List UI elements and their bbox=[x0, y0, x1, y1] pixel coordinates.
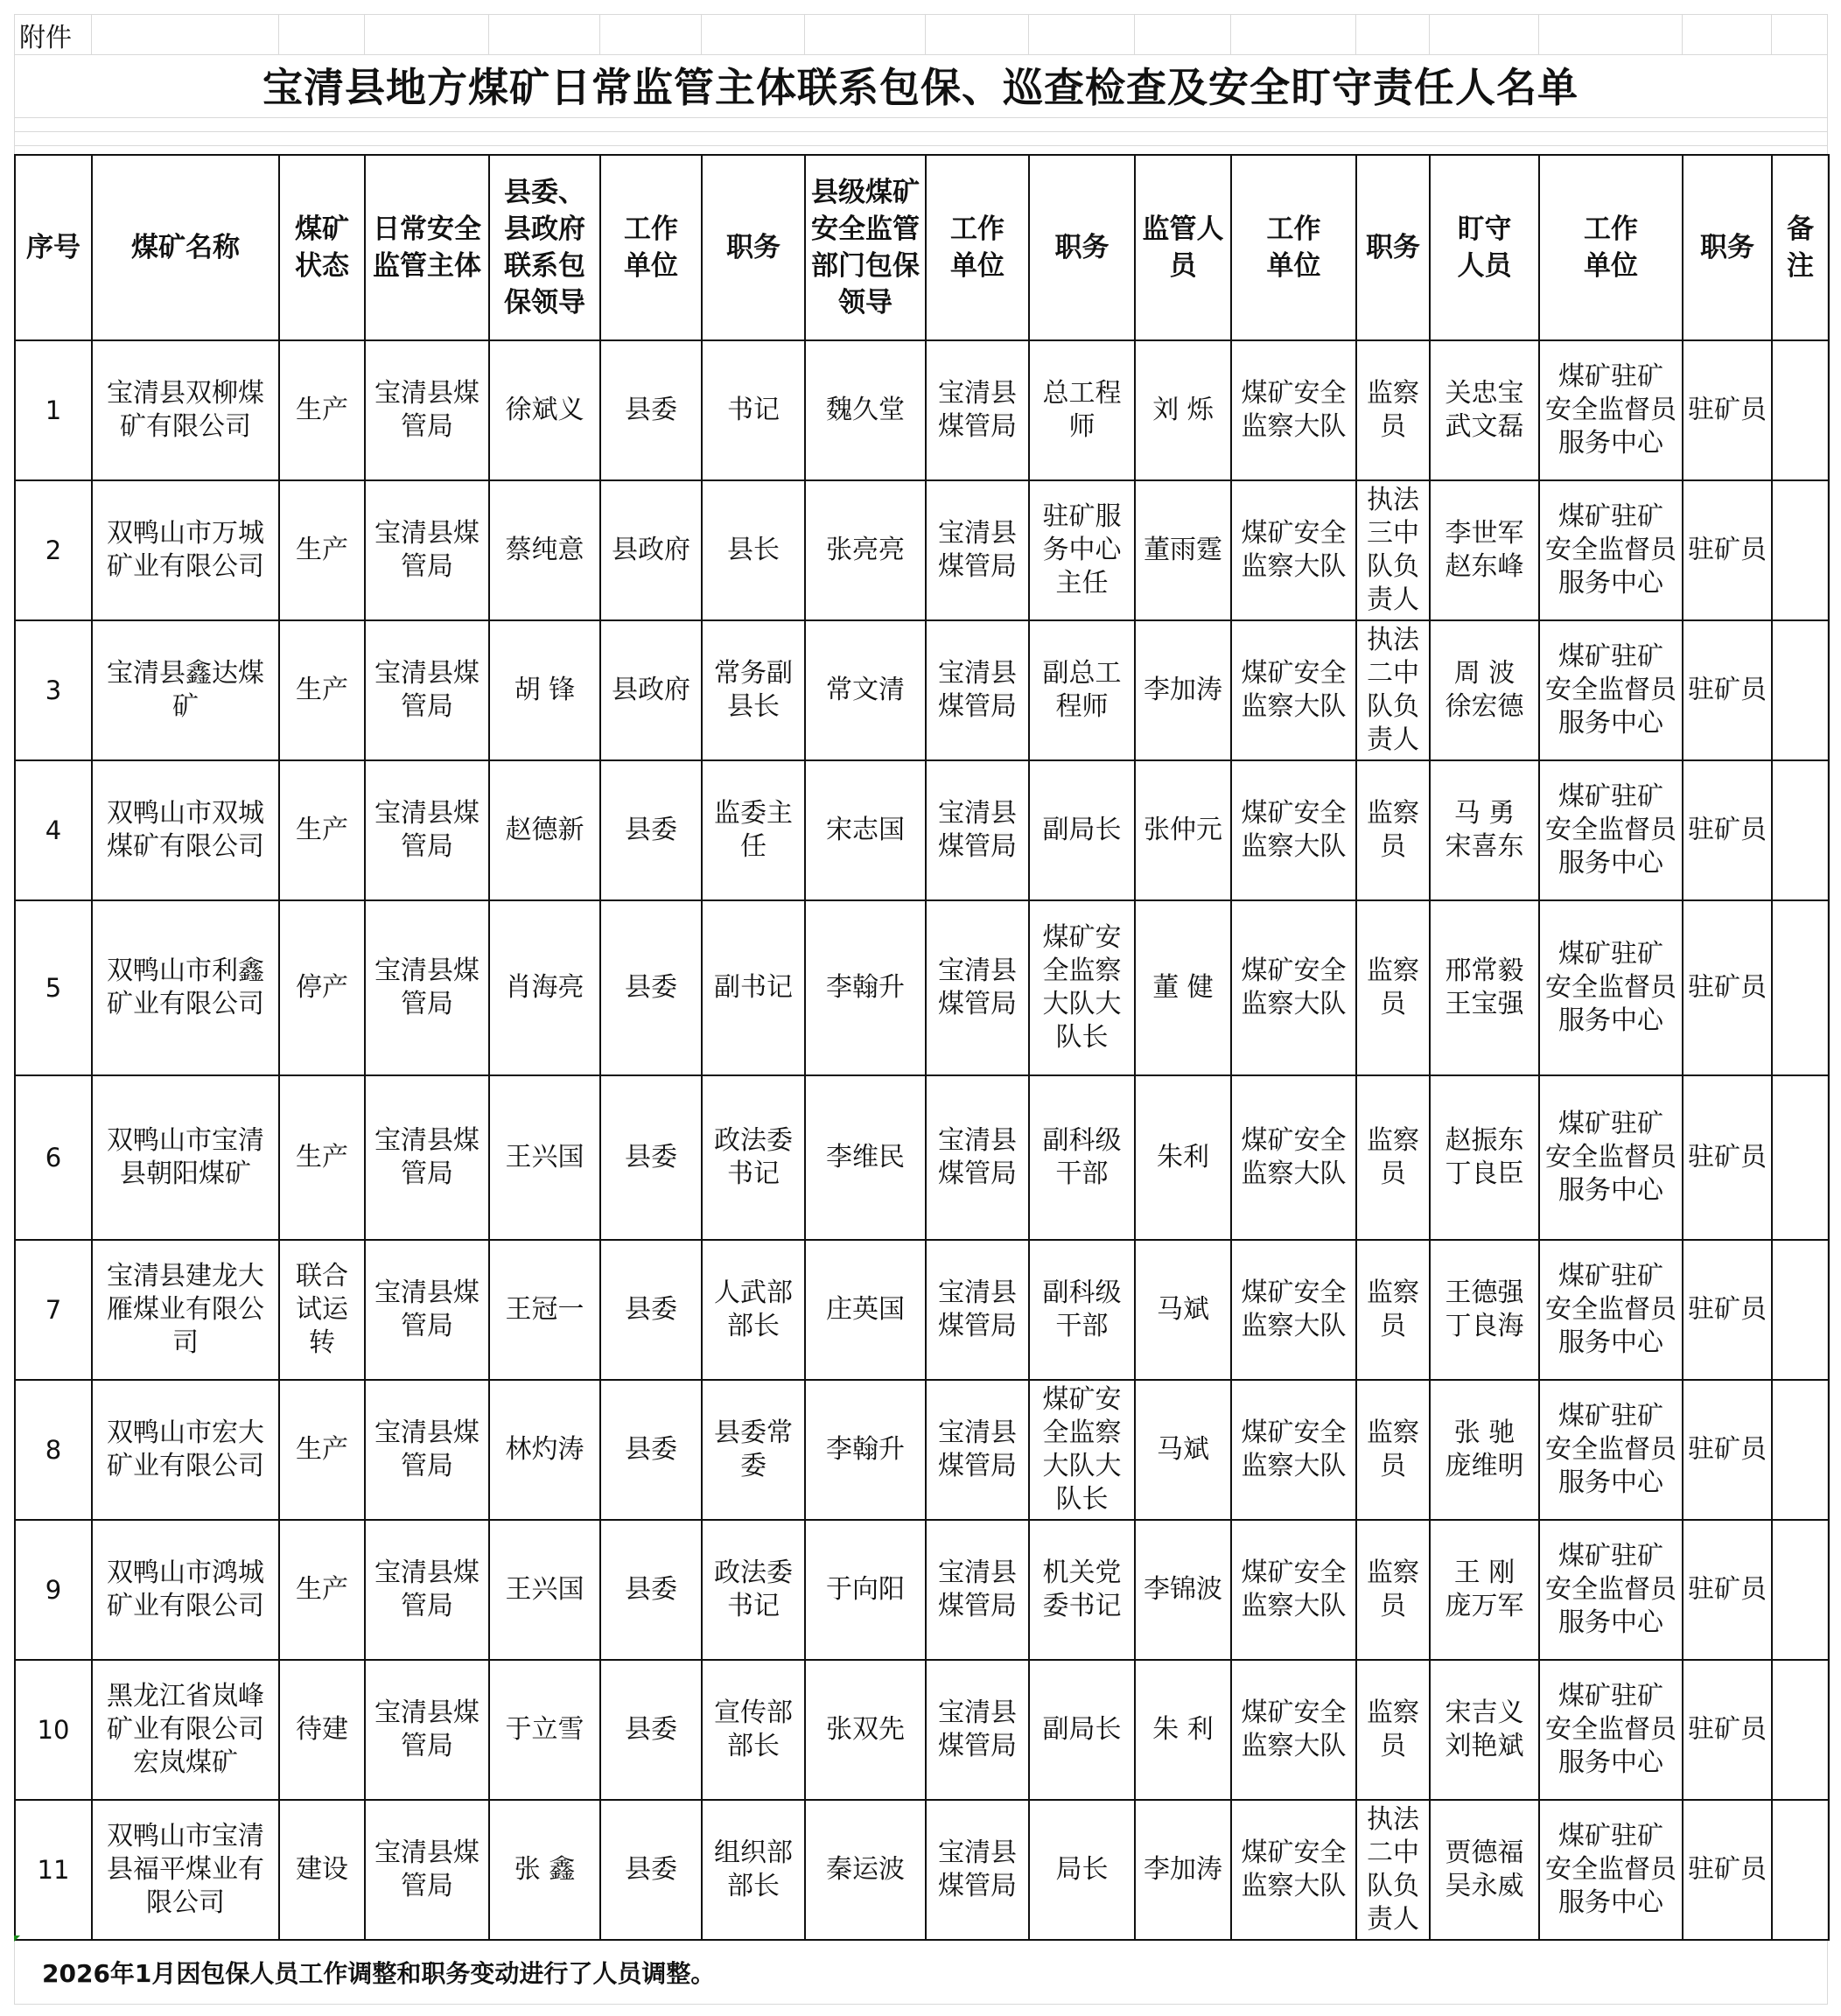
cell-inspector: 朱 利 bbox=[1135, 1660, 1231, 1800]
header-col-guard: 盯守 人员 bbox=[1430, 155, 1539, 340]
cell-inspector: 李锦波 bbox=[1135, 1520, 1231, 1660]
cell-inspector: 董 健 bbox=[1135, 900, 1231, 1075]
cell-dept-leader: 张双先 bbox=[805, 1660, 926, 1800]
cell-dept-title: 总工程 师 bbox=[1029, 340, 1135, 480]
cell-county-leader: 蔡纯意 bbox=[489, 480, 600, 620]
cell-leader-unit: 县委 bbox=[600, 1800, 702, 1940]
cell-index: 8 bbox=[15, 1380, 92, 1520]
cell-dept-leader: 于向阳 bbox=[805, 1520, 926, 1660]
footnote: 2026年1月因包保人员工作调整和职务变动进行了人员调整。 bbox=[42, 1959, 716, 1988]
cell-guard-unit: 煤矿驻矿 安全监督员 服务中心 bbox=[1539, 1520, 1683, 1660]
cell-inspector: 朱利 bbox=[1135, 1075, 1231, 1240]
cell-inspector-unit: 煤矿安全 监察大队 bbox=[1231, 620, 1356, 760]
cell-inspector: 张仲元 bbox=[1135, 760, 1231, 900]
cell-dept-unit: 宝清县 煤管局 bbox=[926, 1380, 1029, 1520]
cell-dept-leader: 常文清 bbox=[805, 620, 926, 760]
cell-county-leader: 张 鑫 bbox=[489, 1800, 600, 1940]
cell-supervisor: 宝清县煤 管局 bbox=[365, 340, 489, 480]
cell-mine-status: 生产 bbox=[279, 340, 365, 480]
header-col-inspector-title: 职务 bbox=[1356, 155, 1430, 340]
cell-inspector-title: 监察 员 bbox=[1356, 900, 1430, 1075]
cell-leader-unit: 县委 bbox=[600, 1240, 702, 1380]
sheet-gridline bbox=[1355, 14, 1356, 54]
cell-guard: 关忠宝 武文磊 bbox=[1430, 340, 1539, 480]
cell-guard-unit: 煤矿驻矿 安全监督员 服务中心 bbox=[1539, 1800, 1683, 1940]
cell-county-leader: 王兴国 bbox=[489, 1075, 600, 1240]
cell-dept-title: 副总工 程师 bbox=[1029, 620, 1135, 760]
cell-guard-unit: 煤矿驻矿 安全监督员 服务中心 bbox=[1539, 1380, 1683, 1520]
cell-dept-unit: 宝清县 煤管局 bbox=[926, 1660, 1029, 1800]
cell-dept-title: 副科级 干部 bbox=[1029, 1240, 1135, 1380]
cell-supervisor: 宝清县煤 管局 bbox=[365, 1800, 489, 1940]
cell-supervisor: 宝清县煤 管局 bbox=[365, 620, 489, 760]
cell-guard-unit: 煤矿驻矿 安全监督员 服务中心 bbox=[1539, 340, 1683, 480]
cell-guard: 邢常毅 王宝强 bbox=[1430, 900, 1539, 1075]
cell-inspector-unit: 煤矿安全 监察大队 bbox=[1231, 1380, 1356, 1520]
cell-inspector-unit: 煤矿安全 监察大队 bbox=[1231, 1520, 1356, 1660]
cell-leader-unit: 县委 bbox=[600, 1660, 702, 1800]
cell-dept-unit: 宝清县 煤管局 bbox=[926, 760, 1029, 900]
cell-supervisor: 宝清县煤 管局 bbox=[365, 1380, 489, 1520]
cell-dept-title: 副局长 bbox=[1029, 760, 1135, 900]
cell-mine-name: 双鸭山市宏大 矿业有限公司 bbox=[92, 1380, 279, 1520]
sheet-gridline bbox=[1771, 14, 1772, 54]
cell-county-leader: 林灼涛 bbox=[489, 1380, 600, 1520]
cell-remarks bbox=[1772, 1800, 1829, 1940]
cell-inspector-unit: 煤矿安全 监察大队 bbox=[1231, 1240, 1356, 1380]
attachment-label: 附件 bbox=[19, 23, 72, 53]
cell-guard-title: 驻矿员 bbox=[1683, 1800, 1772, 1940]
cell-leader-title: 县委常 委 bbox=[702, 1380, 805, 1520]
cell-mine-status: 生产 bbox=[279, 1520, 365, 1660]
table-row bbox=[15, 1380, 1829, 1520]
cell-dept-unit: 宝清县 煤管局 bbox=[926, 900, 1029, 1075]
cell-inspector-unit: 煤矿安全 监察大队 bbox=[1231, 1800, 1356, 1940]
cell-mine-name: 双鸭山市双城 煤矿有限公司 bbox=[92, 760, 279, 900]
cell-remarks bbox=[1772, 1380, 1829, 1520]
cell-mine-name: 双鸭山市利鑫 矿业有限公司 bbox=[92, 900, 279, 1075]
sheet-gridline bbox=[14, 131, 1827, 132]
cell-index: 2 bbox=[15, 480, 92, 620]
sheet-gridline bbox=[701, 14, 702, 54]
cell-mine-name: 双鸭山市宝清 县福平煤业有 限公司 bbox=[92, 1800, 279, 1940]
cell-dept-leader: 秦运波 bbox=[805, 1800, 926, 1940]
cell-dept-title: 煤矿安 全监察 大队大 队长 bbox=[1029, 1380, 1135, 1520]
sheet-gridline bbox=[1028, 14, 1029, 54]
cell-supervisor: 宝清县煤 管局 bbox=[365, 760, 489, 900]
cell-leader-title: 政法委 书记 bbox=[702, 1520, 805, 1660]
cell-guard-unit: 煤矿驻矿 安全监督员 服务中心 bbox=[1539, 620, 1683, 760]
header-col-guard-unit: 工作 单位 bbox=[1539, 155, 1683, 340]
cell-leader-title: 人武部 部长 bbox=[702, 1240, 805, 1380]
cell-guard-unit: 煤矿驻矿 安全监督员 服务中心 bbox=[1539, 1660, 1683, 1800]
cell-dept-leader: 李翰升 bbox=[805, 1380, 926, 1520]
header-col-supervisor: 日常安全 监管主体 bbox=[365, 155, 489, 340]
cell-leader-title: 监委主 任 bbox=[702, 760, 805, 900]
header-col-mine-status: 煤矿 状态 bbox=[279, 155, 365, 340]
cell-dept-unit: 宝清县 煤管局 bbox=[926, 620, 1029, 760]
cell-dept-unit: 宝清县 煤管局 bbox=[926, 480, 1029, 620]
cell-mine-name: 宝清县双柳煤 矿有限公司 bbox=[92, 340, 279, 480]
cell-county-leader: 肖海亮 bbox=[489, 900, 600, 1075]
cell-mine-status: 联合 试运 转 bbox=[279, 1240, 365, 1380]
cell-supervisor: 宝清县煤 管局 bbox=[365, 1660, 489, 1800]
cell-leader-unit: 县委 bbox=[600, 760, 702, 900]
header-col-index: 序号 bbox=[15, 155, 92, 340]
cell-dept-title: 驻矿服 务中心 主任 bbox=[1029, 480, 1135, 620]
table-row bbox=[15, 1800, 1829, 1940]
sheet-gridline bbox=[599, 14, 600, 54]
cell-index: 5 bbox=[15, 900, 92, 1075]
sheet-gridline bbox=[1429, 14, 1430, 54]
cell-index: 7 bbox=[15, 1240, 92, 1380]
cell-guard: 马 勇 宋喜东 bbox=[1430, 760, 1539, 900]
cell-index: 4 bbox=[15, 760, 92, 900]
cell-inspector-title: 监察 员 bbox=[1356, 1075, 1430, 1240]
table-row bbox=[15, 1520, 1829, 1660]
cell-mine-status: 生产 bbox=[279, 1380, 365, 1520]
cell-guard-title: 驻矿员 bbox=[1683, 1660, 1772, 1800]
cell-supervisor: 宝清县煤 管局 bbox=[365, 900, 489, 1075]
cell-county-leader: 于立雪 bbox=[489, 1660, 600, 1800]
cell-guard-title: 驻矿员 bbox=[1683, 340, 1772, 480]
header-col-dept-unit: 工作 单位 bbox=[926, 155, 1029, 340]
cell-remarks bbox=[1772, 1240, 1829, 1380]
responsibility-table bbox=[14, 154, 1830, 1941]
cell-county-leader: 赵德新 bbox=[489, 760, 600, 900]
cell-dept-title: 煤矿安 全监察 大队大 队长 bbox=[1029, 900, 1135, 1075]
cell-mine-name: 双鸭山市鸿城 矿业有限公司 bbox=[92, 1520, 279, 1660]
cell-county-leader: 徐斌义 bbox=[489, 340, 600, 480]
cell-inspector-title: 执法 二中 队负 责人 bbox=[1356, 1800, 1430, 1940]
cell-guard: 赵振东 丁良臣 bbox=[1430, 1075, 1539, 1240]
cell-guard-unit: 煤矿驻矿 安全监督员 服务中心 bbox=[1539, 1075, 1683, 1240]
cell-mine-status: 生产 bbox=[279, 760, 365, 900]
cell-inspector-unit: 煤矿安全 监察大队 bbox=[1231, 1075, 1356, 1240]
cell-dept-title: 局长 bbox=[1029, 1800, 1135, 1940]
cell-supervisor: 宝清县煤 管局 bbox=[365, 480, 489, 620]
cell-county-leader: 王兴国 bbox=[489, 1520, 600, 1660]
cell-guard: 周 波 徐宏德 bbox=[1430, 620, 1539, 760]
sheet-gridline bbox=[14, 145, 1827, 146]
cell-guard-unit: 煤矿驻矿 安全监督员 服务中心 bbox=[1539, 900, 1683, 1075]
cell-dept-unit: 宝清县 煤管局 bbox=[926, 1520, 1029, 1660]
sheet-gridline bbox=[1134, 14, 1135, 54]
table-row bbox=[15, 1075, 1829, 1240]
cell-inspector-title: 监察 员 bbox=[1356, 1520, 1430, 1660]
cell-inspector: 马斌 bbox=[1135, 1240, 1231, 1380]
cell-guard-unit: 煤矿驻矿 安全监督员 服务中心 bbox=[1539, 760, 1683, 900]
cell-mine-status: 停产 bbox=[279, 900, 365, 1075]
cell-leader-unit: 县委 bbox=[600, 340, 702, 480]
header-col-remarks: 备 注 bbox=[1772, 155, 1829, 340]
cell-guard-title: 驻矿员 bbox=[1683, 760, 1772, 900]
cell-leader-title: 书记 bbox=[702, 340, 805, 480]
sheet-gridline bbox=[14, 2004, 1827, 2005]
cell-index: 11 bbox=[15, 1800, 92, 1940]
header-col-county-leader: 县委、 县政府 联系包 保领导 bbox=[489, 155, 600, 340]
sheet-gridline bbox=[14, 14, 1827, 15]
cell-dept-leader: 魏久堂 bbox=[805, 340, 926, 480]
sheet-gridline bbox=[1682, 14, 1683, 54]
cell-guard: 贾德福 吴永威 bbox=[1430, 1800, 1539, 1940]
cell-index: 9 bbox=[15, 1520, 92, 1660]
cell-leader-unit: 县委 bbox=[600, 1520, 702, 1660]
cell-index: 10 bbox=[15, 1660, 92, 1800]
cell-inspector-title: 监察 员 bbox=[1356, 340, 1430, 480]
header-col-dept-title: 职务 bbox=[1029, 155, 1135, 340]
cell-dept-leader: 李维民 bbox=[805, 1075, 926, 1240]
table-header-row bbox=[15, 155, 1829, 340]
cell-remarks bbox=[1772, 480, 1829, 620]
cell-inspector-title: 监察 员 bbox=[1356, 1380, 1430, 1520]
table-row bbox=[15, 1660, 1829, 1800]
cell-dept-title: 机关党 委书记 bbox=[1029, 1520, 1135, 1660]
sheet-gridline bbox=[804, 14, 805, 54]
cell-inspector-title: 监察 员 bbox=[1356, 1240, 1430, 1380]
header-col-guard-title: 职务 bbox=[1683, 155, 1772, 340]
cell-leader-unit: 县委 bbox=[600, 900, 702, 1075]
cell-mine-status: 生产 bbox=[279, 480, 365, 620]
cell-index: 6 bbox=[15, 1075, 92, 1240]
cell-inspector-unit: 煤矿安全 监察大队 bbox=[1231, 340, 1356, 480]
cell-county-leader: 胡 锋 bbox=[489, 620, 600, 760]
cell-remarks bbox=[1772, 1075, 1829, 1240]
cell-inspector-title: 执法 二中 队负 责人 bbox=[1356, 620, 1430, 760]
cell-guard-title: 驻矿员 bbox=[1683, 1075, 1772, 1240]
cell-supervisor: 宝清县煤 管局 bbox=[365, 1240, 489, 1380]
cell-remarks bbox=[1772, 900, 1829, 1075]
cell-inspector: 刘 烁 bbox=[1135, 340, 1231, 480]
cell-leader-title: 政法委 书记 bbox=[702, 1075, 805, 1240]
sheet-gridline bbox=[925, 14, 926, 54]
cell-guard-unit: 煤矿驻矿 安全监督员 服务中心 bbox=[1539, 480, 1683, 620]
cell-guard: 李世军 赵东峰 bbox=[1430, 480, 1539, 620]
cell-mine-name: 宝清县鑫达煤 矿 bbox=[92, 620, 279, 760]
cell-mine-name: 黑龙江省岚峰 矿业有限公司 宏岚煤矿 bbox=[92, 1660, 279, 1800]
cell-dept-unit: 宝清县 煤管局 bbox=[926, 340, 1029, 480]
cell-dept-unit: 宝清县 煤管局 bbox=[926, 1075, 1029, 1240]
cell-inspector: 李加涛 bbox=[1135, 620, 1231, 760]
cell-mine-name: 宝清县建龙大 雁煤业有限公 司 bbox=[92, 1240, 279, 1380]
table-row bbox=[15, 340, 1829, 480]
document-title: 宝清县地方煤矿日常监管主体联系包保、巡查检查及安全盯守责任人名单 bbox=[262, 64, 1578, 111]
cell-remarks bbox=[1772, 1520, 1829, 1660]
header-col-dept-leader: 县级煤矿 安全监管 部门包保 领导 bbox=[805, 155, 926, 340]
cell-leader-unit: 县政府 bbox=[600, 620, 702, 760]
table-row bbox=[15, 760, 1829, 900]
cell-leader-title: 组织部 部长 bbox=[702, 1800, 805, 1940]
sheet-gridline bbox=[14, 117, 1827, 118]
cell-dept-title: 副局长 bbox=[1029, 1660, 1135, 1800]
cell-mine-name: 双鸭山市万城 矿业有限公司 bbox=[92, 480, 279, 620]
cell-leader-unit: 县委 bbox=[600, 1380, 702, 1520]
cell-remarks bbox=[1772, 760, 1829, 900]
cell-inspector: 李加涛 bbox=[1135, 1800, 1231, 1940]
header-col-inspector-unit: 工作 单位 bbox=[1231, 155, 1356, 340]
cell-guard: 王 刚 庞万军 bbox=[1430, 1520, 1539, 1660]
table-row bbox=[15, 620, 1829, 760]
cell-guard-title: 驻矿员 bbox=[1683, 620, 1772, 760]
cell-remarks bbox=[1772, 340, 1829, 480]
cell-mine-status: 生产 bbox=[279, 1075, 365, 1240]
header-col-leader-title: 职务 bbox=[702, 155, 805, 340]
cell-comment-marker bbox=[14, 1936, 20, 1942]
cell-mine-status: 建设 bbox=[279, 1800, 365, 1940]
cell-dept-leader: 张亮亮 bbox=[805, 480, 926, 620]
cell-dept-leader: 庄英国 bbox=[805, 1240, 926, 1380]
cell-dept-title: 副科级 干部 bbox=[1029, 1075, 1135, 1240]
cell-guard-title: 驻矿员 bbox=[1683, 480, 1772, 620]
cell-inspector-title: 监察 员 bbox=[1356, 1660, 1430, 1800]
cell-inspector-unit: 煤矿安全 监察大队 bbox=[1231, 900, 1356, 1075]
cell-leader-title: 县长 bbox=[702, 480, 805, 620]
cell-mine-status: 待建 bbox=[279, 1660, 365, 1800]
sheet-gridline bbox=[14, 54, 1827, 55]
sheet-gridline bbox=[91, 14, 92, 54]
cell-guard: 王德强 丁良海 bbox=[1430, 1240, 1539, 1380]
cell-inspector: 董雨霆 bbox=[1135, 480, 1231, 620]
table-row bbox=[15, 1240, 1829, 1380]
cell-leader-unit: 县政府 bbox=[600, 480, 702, 620]
cell-inspector-unit: 煤矿安全 监察大队 bbox=[1231, 760, 1356, 900]
cell-guard: 张 驰 庞维明 bbox=[1430, 1380, 1539, 1520]
sheet-gridline bbox=[1538, 14, 1539, 54]
cell-mine-status: 生产 bbox=[279, 620, 365, 760]
cell-inspector-title: 执法 三中 队负 责人 bbox=[1356, 480, 1430, 620]
cell-guard-title: 驻矿员 bbox=[1683, 1240, 1772, 1380]
cell-guard-title: 驻矿员 bbox=[1683, 900, 1772, 1075]
cell-supervisor: 宝清县煤 管局 bbox=[365, 1075, 489, 1240]
cell-remarks bbox=[1772, 620, 1829, 760]
cell-guard: 宋吉义 刘艳斌 bbox=[1430, 1660, 1539, 1800]
cell-leader-title: 宣传部 部长 bbox=[702, 1660, 805, 1800]
cell-mine-name: 双鸭山市宝清 县朝阳煤矿 bbox=[92, 1075, 279, 1240]
cell-supervisor: 宝清县煤 管局 bbox=[365, 1520, 489, 1660]
header-col-mine-name: 煤矿名称 bbox=[92, 155, 279, 340]
cell-leader-title: 常务副 县长 bbox=[702, 620, 805, 760]
cell-inspector: 马斌 bbox=[1135, 1380, 1231, 1520]
cell-dept-leader: 宋志国 bbox=[805, 760, 926, 900]
cell-dept-leader: 李翰升 bbox=[805, 900, 926, 1075]
table-row bbox=[15, 900, 1829, 1075]
cell-guard-title: 驻矿员 bbox=[1683, 1520, 1772, 1660]
cell-dept-unit: 宝清县 煤管局 bbox=[926, 1800, 1029, 1940]
cell-inspector-title: 监察 员 bbox=[1356, 760, 1430, 900]
header-col-leader-unit: 工作 单位 bbox=[600, 155, 702, 340]
cell-dept-unit: 宝清县 煤管局 bbox=[926, 1240, 1029, 1380]
sheet-gridline bbox=[1230, 14, 1231, 54]
cell-guard-title: 驻矿员 bbox=[1683, 1380, 1772, 1520]
cell-index: 1 bbox=[15, 340, 92, 480]
sheet-gridline bbox=[364, 14, 365, 54]
header-col-inspector: 监管人 员 bbox=[1135, 155, 1231, 340]
sheet-gridline bbox=[488, 14, 489, 54]
cell-remarks bbox=[1772, 1660, 1829, 1800]
cell-inspector-unit: 煤矿安全 监察大队 bbox=[1231, 1660, 1356, 1800]
cell-county-leader: 王冠一 bbox=[489, 1240, 600, 1380]
cell-index: 3 bbox=[15, 620, 92, 760]
cell-leader-title: 副书记 bbox=[702, 900, 805, 1075]
sheet-gridline bbox=[278, 14, 279, 54]
table-row bbox=[15, 480, 1829, 620]
cell-leader-unit: 县委 bbox=[600, 1075, 702, 1240]
cell-inspector-unit: 煤矿安全 监察大队 bbox=[1231, 480, 1356, 620]
cell-guard-unit: 煤矿驻矿 安全监督员 服务中心 bbox=[1539, 1240, 1683, 1380]
